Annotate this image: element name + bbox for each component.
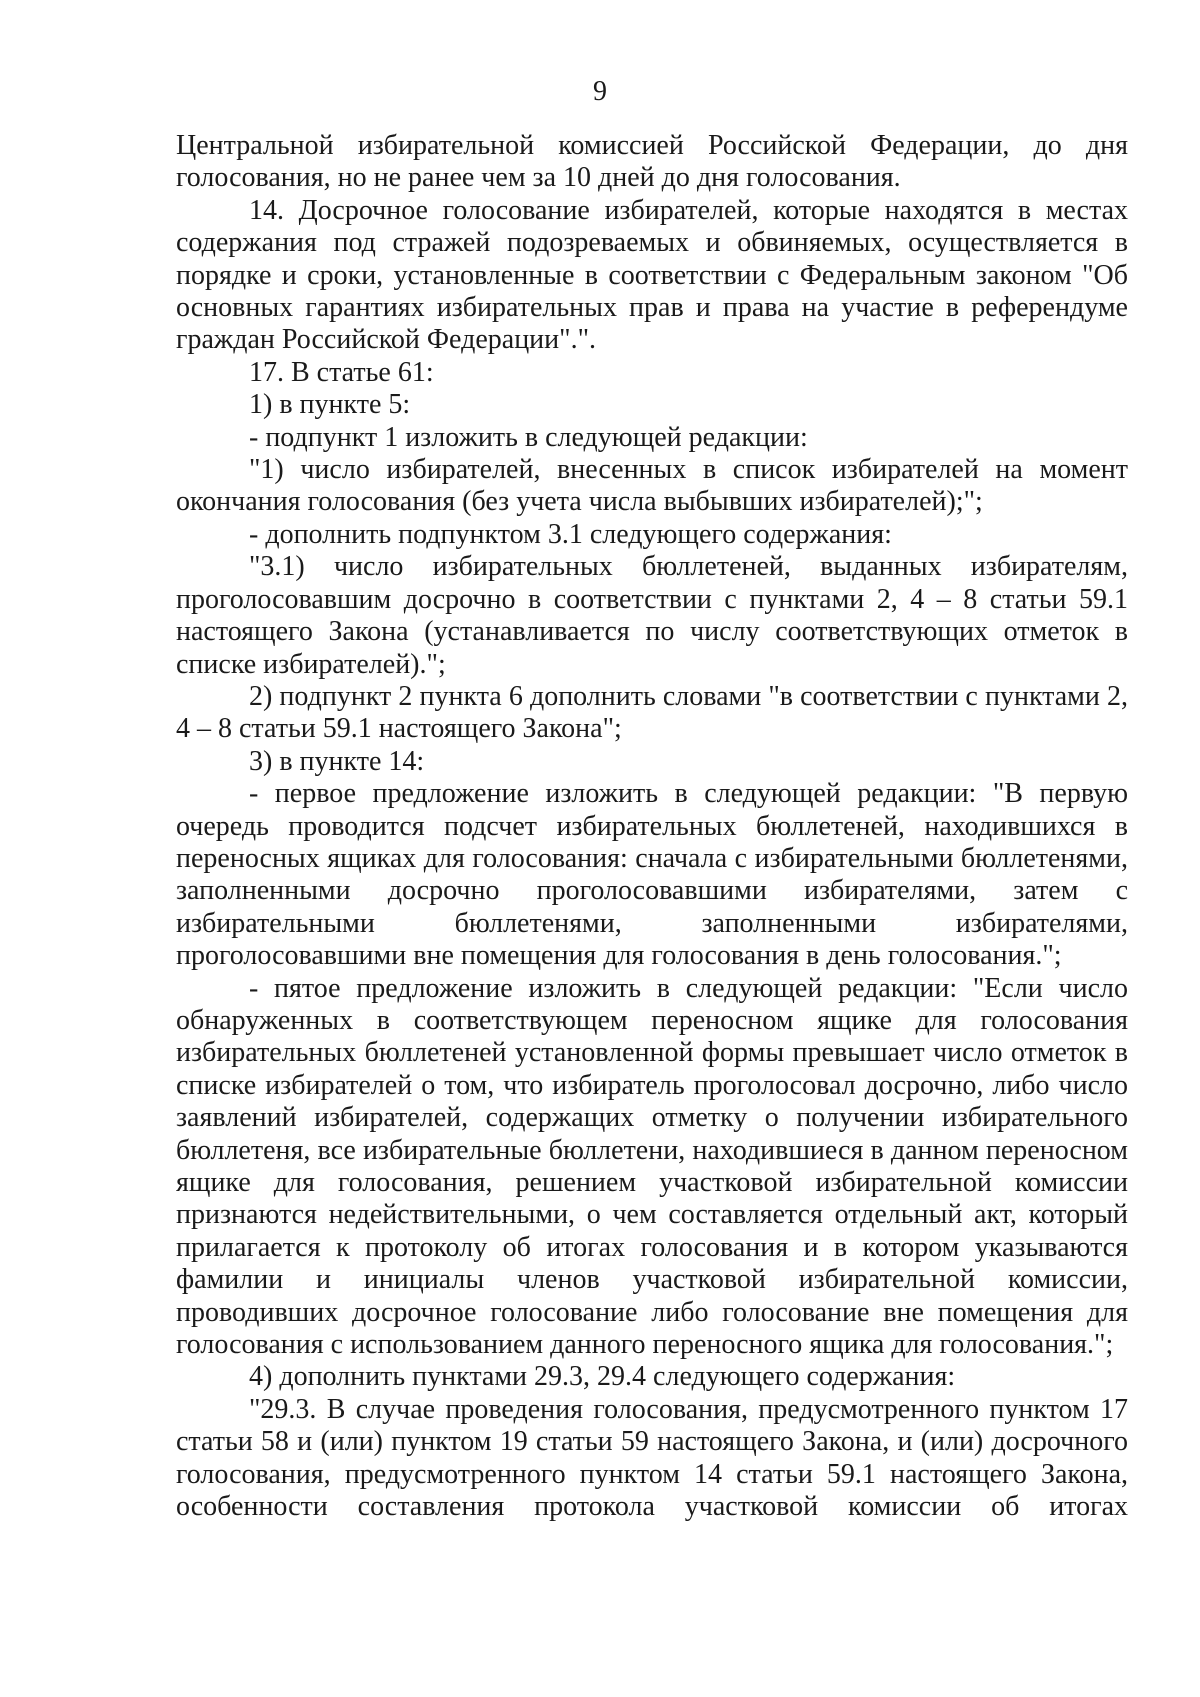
paragraph: - пятое предложение изложить в следующей редакции: "Если число обнаруженных в соответствующем переносном ящике для голосования избирательных бюллетеней установленной формы превышает число отметок в списке избирателей о том, что избиратель проголосовал досрочно, либо число заявлений избирателей, содержащих отметку о получении избирательного бюллетеня, все избирательные бюллетени, находившиеся в данном переносном ящике для голосования, решением участковой избирательной комиссии признаются недействительными, о чем составляется отдельный акт, который прилагается к протоколу об итогах голосования и в котором указываются фамилии и инициалы членов участковой избирательной комиссии, проводивших досрочное голосование либо голосование вне помещения для голосования с использованием данного переносного ящика для голосования."; <box>176 972 1128 1361</box>
paragraph: Центральной избирательной комиссией Российской Федерации, до дня голосования, но не ранее чем за 10 дней до дня голосования. <box>176 130 1128 194</box>
paragraph: - подпункт 1 изложить в следующей редакции: <box>249 421 808 453</box>
page-number: 9 <box>593 76 607 107</box>
paragraph: "29.3. В случае проведения голосования, предусмотренного пунктом 17 статьи 58 и (или) пунктом 19 статьи 59 настоящего Закона, и (или) досрочного голосования, предусмотренного пунктом 14 статьи 59.1 настоящего Закона, особенности составления протокола участковой комиссии об итогах <box>176 1393 1128 1523</box>
paragraph: 2) подпункт 2 пункта 6 дополнить словами "в соответствии с пунктами 2, 4 – 8 статьи 59.1 настоящего Закона"; <box>176 680 1128 745</box>
paragraph: 17. В статье 61: <box>249 356 434 388</box>
paragraph: - дополнить подпунктом 3.1 следующего содержания: <box>249 518 892 550</box>
paragraph: 1) в пункте 5: <box>249 389 411 421</box>
paragraph: "1) число избирателей, внесенных в список избирателей на момент окончания голосования (без учета числа выбывших избирателей);"; <box>176 454 1128 518</box>
paragraph: 4) дополнить пунктами 29.3, 29.4 следующего содержания: <box>249 1361 956 1393</box>
document-body <box>176 130 1128 1523</box>
paragraph: 14. Досрочное голосование избирателей, которые находятся в местах содержания под стражей подозреваемых и обвиняемых, осуществляется в порядке и сроки, установленные в соответствии с Федеральным законом "Об основных гарантиях избирательных прав и права на участие в референдуме граждан Российской Федерации".". <box>176 194 1128 356</box>
paragraph: 3) в пункте 14: <box>249 745 425 777</box>
paragraph: "3.1) число избирательных бюллетеней, выданных избирателям, проголосовавшим досрочно в соответствии с пунктами 2, 4 – 8 статьи 59.1 настоящего Закона (устанавливается по числу соответствующих отметок в списке избирателей)."; <box>176 551 1128 680</box>
paragraph: - первое предложение изложить в следующей редакции: "В первую очередь проводится подсчет избирательных бюллетеней, находившихся в переносных ящиках для голосования: сначала с избирательными бюллетенями, заполненными досрочно проголосовавшими избирателями, затем с избирательными бюллетенями, заполненными избирателями, проголосовавшими вне помещения для голосования в день голосования."; <box>176 778 1128 972</box>
